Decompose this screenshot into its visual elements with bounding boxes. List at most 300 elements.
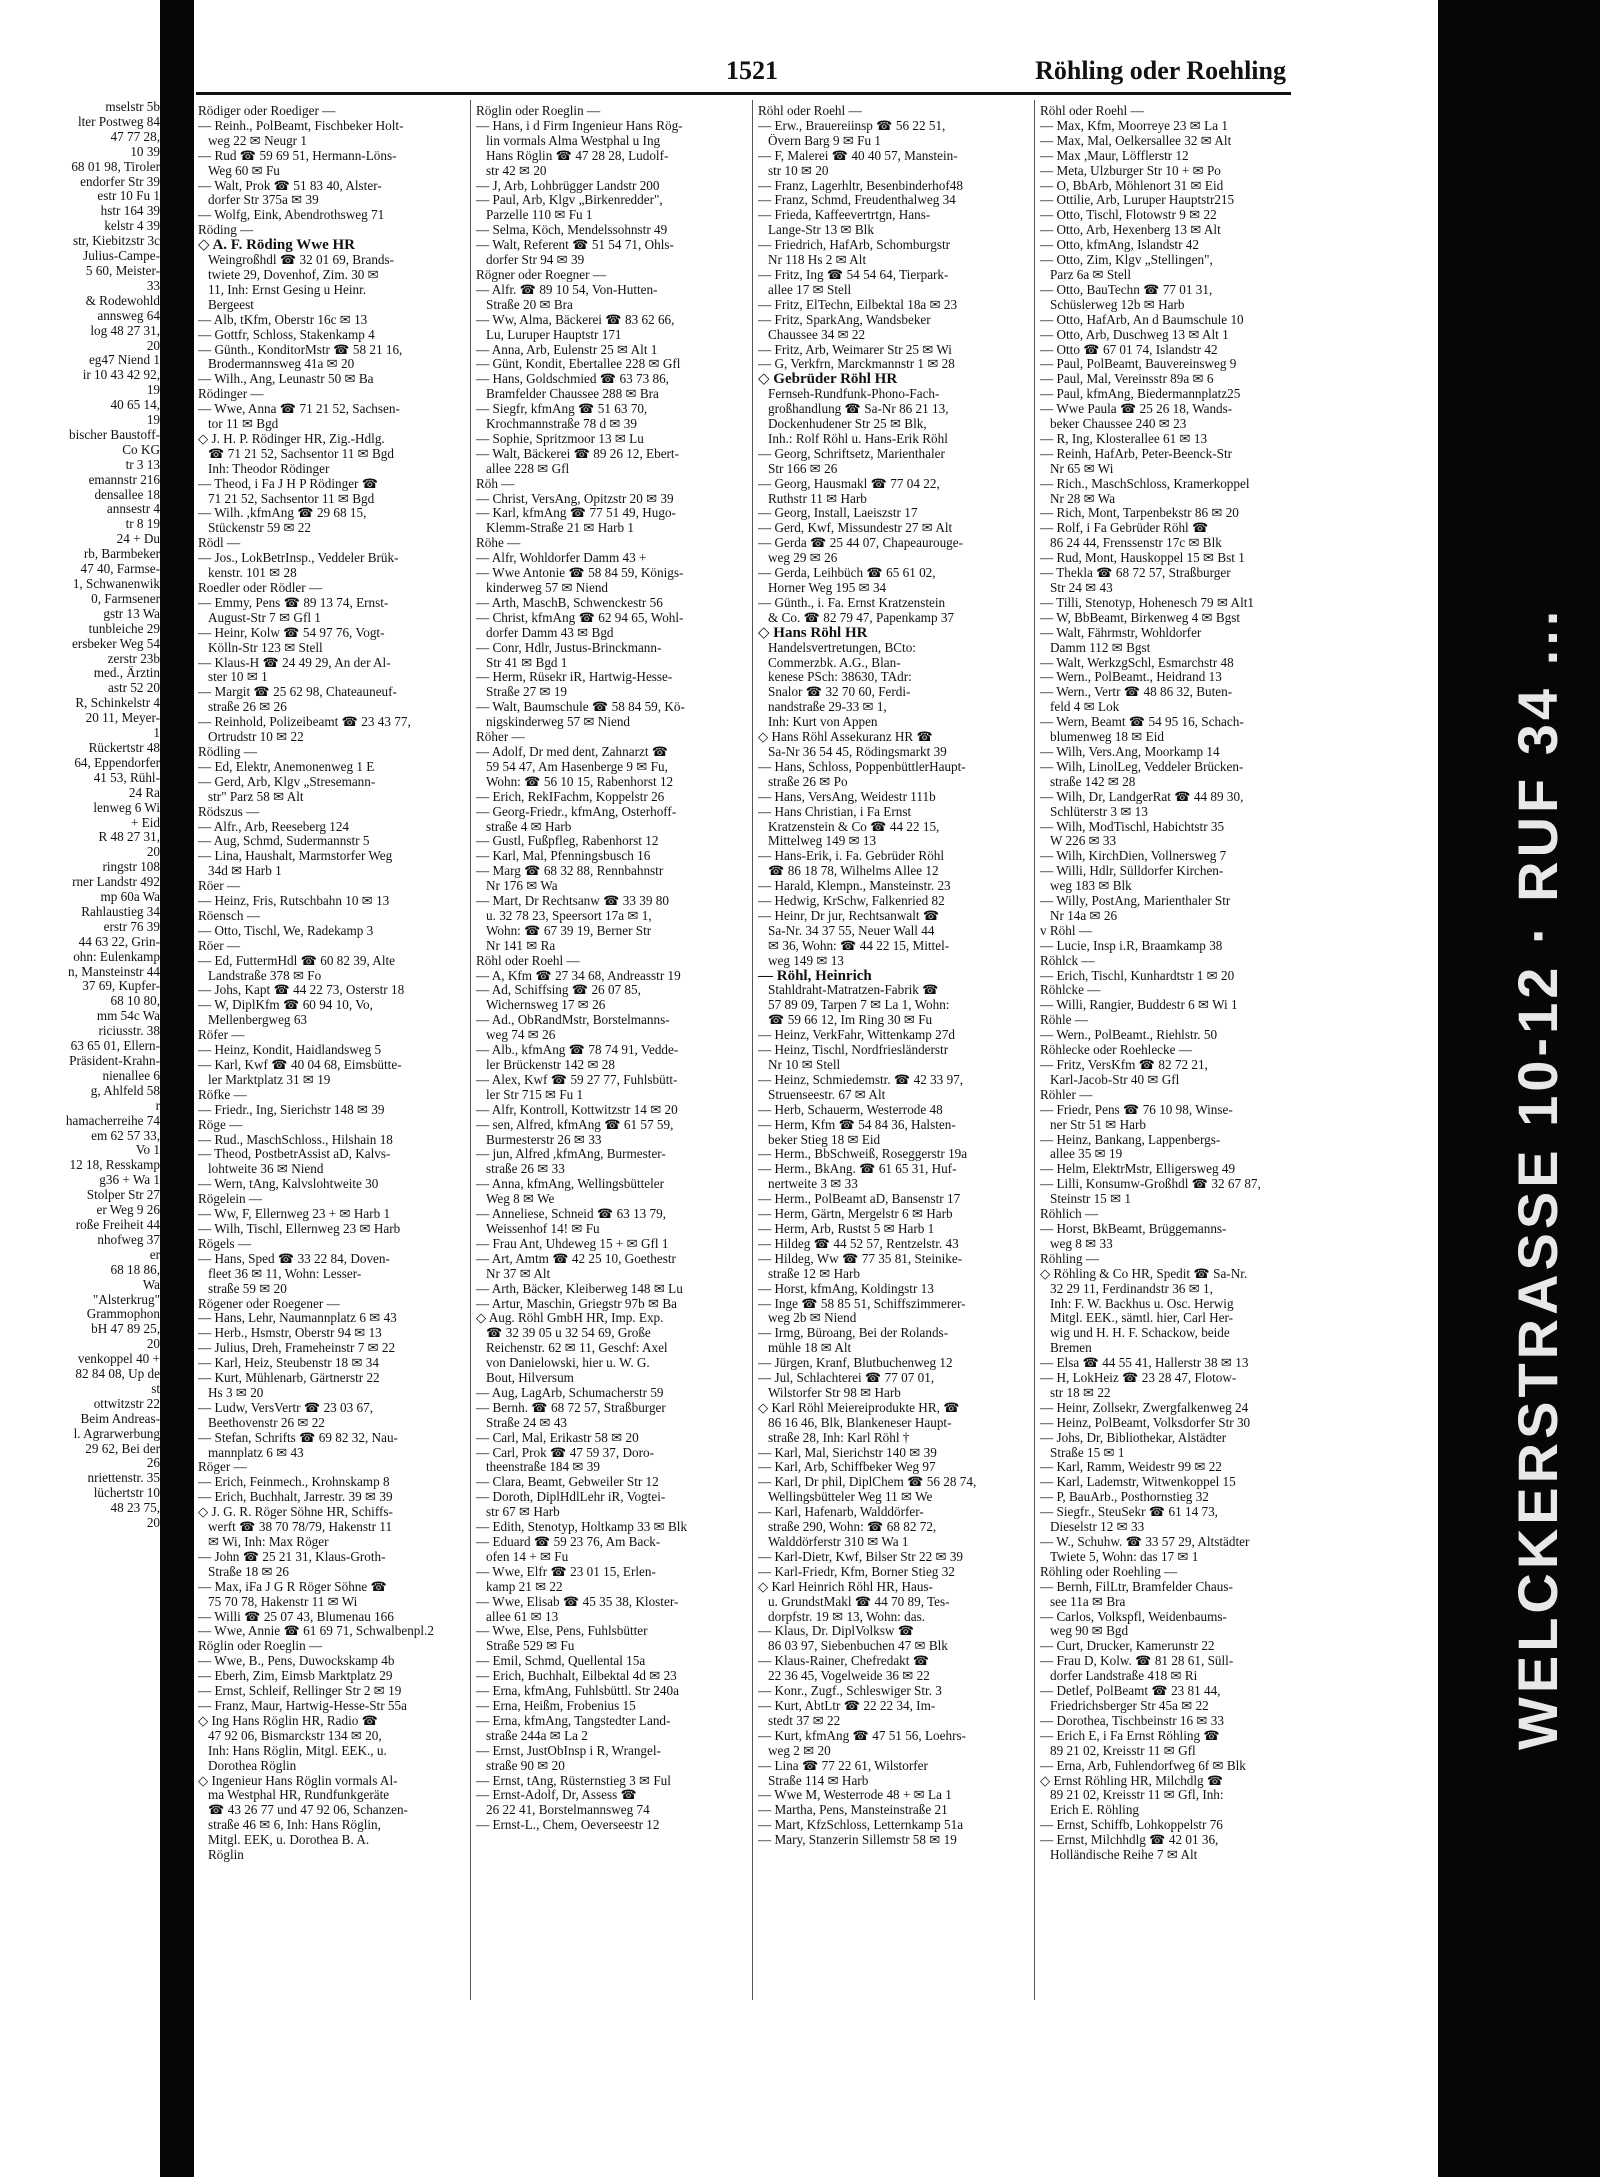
- directory-entry: Röding —: [198, 223, 254, 238]
- directory-entry: ☎ 32 39 05 u 32 54 69, Große: [486, 1326, 651, 1341]
- directory-heading-entry: ◇ A. F. Röding Wwe HR: [198, 238, 355, 254]
- directory-entry: weg 29 ✉ 26: [768, 551, 838, 566]
- directory-entry: — Carlos, Volkspfl, Weidenbaums-: [1040, 1609, 1227, 1624]
- directory-entry: — Art, Amtm ☎ 42 25 10, Goethestr: [476, 1251, 676, 1266]
- directory-entry: — Wilh, KirchDien, Vollnersweg 7: [1040, 849, 1227, 864]
- directory-entry: — Wwe M, Westerrode 48 + ✉ La 1: [758, 1788, 952, 1803]
- directory-entry: — Ernst, Schleif, Rellinger Str 2 ✉ 19: [198, 1684, 402, 1699]
- directory-entry: — Heinr, Kolw ☎ 54 97 76, Vogt-: [198, 625, 385, 640]
- directory-entry: Röfer —: [198, 1028, 245, 1043]
- directory-entry: — Herm, Rüsekr iR, Hartwig-Hesse-: [476, 670, 673, 685]
- directory-entry: — Ernst, Milchhdlg ☎ 42 01 36,: [1040, 1833, 1219, 1848]
- previous-page-line: tunbleiche 29: [88, 621, 160, 636]
- directory-entry: — Lina, Haushalt, Marmstorfer Weg: [198, 849, 393, 864]
- directory-entry: — Sophie, Spritzmoor 13 ✉ Lu: [476, 431, 644, 446]
- directory-entry: Weissenhof 14! ✉ Fu: [486, 1221, 600, 1236]
- previous-page-line: mp 60a Wa: [100, 890, 160, 905]
- directory-entry: straße 12 ✉ Harb: [768, 1266, 860, 1281]
- directory-entry: — Wwe, Elfr ☎ 23 01 15, Erlen-: [476, 1564, 656, 1579]
- directory-entry: — Erich, Feinmech., Krohnskamp 8: [198, 1475, 390, 1490]
- directory-entry: — Erich, Tischl, Kunhardtstr 1 ✉ 20: [1040, 968, 1235, 983]
- previous-page-line: 64, Eppendorfer: [74, 755, 160, 770]
- directory-entry: Röhl oder Roehl —: [476, 953, 580, 968]
- directory-entry: — Wwe, Annie ☎ 61 69 71, Schwalbenpl.2: [198, 1624, 434, 1639]
- directory-entry: Röh —: [476, 476, 515, 491]
- directory-entry: — Heinr, Zollsekr, Zwergfalkenweg 24: [1040, 1400, 1249, 1415]
- directory-entry: Sa-Nr 36 54 45, Rödingsmarkt 39: [768, 744, 947, 759]
- directory-entry: — Hans, Goldschmied ☎ 63 73 86,: [476, 372, 669, 387]
- directory-entry: Straße 18 ✉ 26: [208, 1564, 290, 1579]
- directory-entry: — Heinz, Schmiedemstr. ☎ 42 33 97,: [758, 1072, 964, 1087]
- directory-entry: allee 17 ✉ Stell: [768, 282, 852, 297]
- directory-entry: — Emmy, Pens ☎ 89 13 74, Ernst-: [198, 595, 389, 610]
- directory-entry: dorpfstr. 19 ✉ 13, Wohn: das.: [768, 1609, 925, 1624]
- previous-page-line: 82 84 08, Up de: [75, 1367, 160, 1382]
- previous-page-line: nriettenstr. 35: [87, 1471, 160, 1486]
- directory-entry: — Kurt, AbtLtr ☎ 22 22 34, Im-: [758, 1698, 936, 1713]
- directory-entry: Parzelle 110 ✉ Fu 1: [486, 208, 593, 223]
- directory-entry: — Klaus-Rainer, Chefredakt ☎: [758, 1654, 930, 1669]
- directory-entry: Burmesterstr 26 ✉ 33: [486, 1132, 602, 1147]
- previous-page-line: mselstr 5b: [105, 100, 160, 114]
- previous-page-line: med., Ärztin: [93, 666, 160, 681]
- directory-entry: — Karl, Heiz, Steubenstr 18 ✉ 34: [198, 1356, 379, 1371]
- directory-entry: — Lina ☎ 77 22 61, Wilstorfer: [758, 1758, 928, 1773]
- previous-page-line: estr 10 Fu 1: [97, 189, 160, 204]
- directory-entry: — Helm, ElektrMstr, Elligersweg 49: [1040, 1162, 1236, 1177]
- directory-entry: — W, DiplKfm ☎ 60 94 10, Vo,: [198, 998, 373, 1013]
- directory-entry: — Wilh, Dr, LandgerRat ☎ 44 89 30,: [1040, 789, 1244, 804]
- directory-entry: — Rich., MaschSchloss, Kramerkoppel: [1040, 476, 1250, 491]
- previous-page-line: er: [149, 1247, 160, 1262]
- directory-entry: — Meta, Ulzburger Str 10 + ✉ Po: [1040, 163, 1221, 178]
- directory-entry: — Paul, kfmAng, Biedermannplatz25: [1040, 387, 1241, 402]
- directory-entry: — Herm, Kfm ☎ 54 84 36, Halsten-: [758, 1117, 956, 1132]
- previous-page-line: 10 39: [130, 144, 160, 159]
- directory-entry: — Günth., KonditorMstr ☎ 58 21 16,: [198, 342, 403, 357]
- page-number: 1521: [726, 56, 778, 85]
- directory-entry: — Karl-Friedr, Kfm, Borner Stieg 32: [758, 1564, 955, 1579]
- previous-page-line: log 48 27 31,: [90, 323, 160, 338]
- previous-page-line: venkoppel 40 +: [77, 1352, 160, 1367]
- directory-entry: — Gerda ☎ 25 44 07, Chapeaurouge-: [758, 536, 964, 551]
- directory-entry: — Hans, Lehr, Naumannplatz 6 ✉ 43: [198, 1311, 397, 1326]
- directory-entry: Röer —: [198, 938, 241, 953]
- directory-entry: nandstraße 29-33 ✉ 1,: [768, 700, 887, 715]
- directory-entry: — Christ, VersAng, Opitzstr 20 ✉ 39: [476, 491, 674, 506]
- directory-entry: — Gerda, Leihbüch ☎ 65 61 02,: [758, 566, 936, 581]
- directory-entry: — Hildeg ☎ 44 52 57, Rentzelstr. 43: [758, 1236, 959, 1251]
- directory-entry: — Wern, Beamt ☎ 54 95 16, Schach-: [1040, 715, 1244, 730]
- previous-page-line: "Alsterkrug": [92, 1292, 160, 1307]
- directory-entry: — Curt, Drucker, Kamerunstr 22: [1040, 1639, 1215, 1654]
- directory-entry: Röhl oder Roehl —: [758, 104, 862, 118]
- directory-entry: — Friedr, Pens ☎ 76 10 98, Winse-: [1040, 1102, 1233, 1117]
- previous-page-line: R, Schinkelstr 4: [75, 696, 160, 711]
- directory-entry: — W., Schuhw. ☎ 33 57 29, Altstädter: [1040, 1535, 1250, 1549]
- directory-entry: — Wwe, B., Pens, Duwockskamp 4b: [198, 1654, 395, 1669]
- directory-entry: ler Str 715 ✉ Fu 1: [486, 1087, 584, 1102]
- directory-entry: — Lilli, Konsumw-Großhdl ☎ 32 67 87,: [1040, 1177, 1261, 1192]
- directory-entry: — Thekla ☎ 68 72 57, Straßburger: [1040, 566, 1231, 581]
- directory-entry: Commerzbk. A.G., Blan-: [768, 655, 901, 670]
- directory-entry: Röglin oder Roeglin —: [198, 1639, 323, 1654]
- directory-entry: straße 4 ✉ Harb: [486, 819, 572, 834]
- directory-entry: Sa-Nr. 34 37 55, Neuer Wall 44: [768, 923, 935, 938]
- directory-entry: — Friedr., Ing, Sierichstr 148 ✉ 39: [198, 1102, 385, 1117]
- directory-entry: 34d ✉ Harb 1: [208, 864, 282, 879]
- directory-entry: Dockenhudener Str 25 ✉ Blk,: [768, 417, 927, 432]
- directory-entry: weg 2b ✉ Niend: [768, 1311, 857, 1326]
- directory-entry: — Erw., Brauereiinsp ☎ 56 22 51,: [758, 118, 946, 133]
- directory-entry: Nr 141 ✉ Ra: [486, 938, 556, 953]
- directory-column-2: [476, 104, 746, 1833]
- directory-entry: Nr 118 Hs 2 ✉ Alt: [768, 253, 867, 268]
- directory-entry: v Röhl —: [1040, 923, 1093, 938]
- directory-entry: 75 70 78, Hakenstr 11 ✉ Wi: [208, 1594, 358, 1609]
- previous-page-line: n, Mansteinstr 44: [68, 964, 160, 979]
- directory-entry: Weg 8 ✉ We: [486, 1192, 555, 1207]
- directory-entry: — John ☎ 25 21 31, Klaus-Groth-: [198, 1549, 386, 1564]
- directory-entry: — Jürgen, Kranf, Blutbuchenweg 12: [758, 1356, 953, 1371]
- previous-page-line: Präsident-Krahn-: [69, 1054, 160, 1068]
- directory-entry: nigskinderweg 57 ✉ Niend: [486, 715, 631, 730]
- previous-page-line: astr 52 20: [107, 681, 160, 696]
- previous-page-line: 47 40, Farmse-: [80, 562, 160, 577]
- directory-entry: — J, Arb, Lohbrügger Landstr 200: [476, 178, 660, 193]
- directory-entry: str 67 ✉ Harb: [486, 1505, 560, 1520]
- directory-entry: Röhling oder Roehling —: [1040, 1564, 1178, 1579]
- directory-entry: straße 90 ✉ 20: [486, 1758, 565, 1773]
- directory-entry: — Karl, Ramm, Weidestr 99 ✉ 22: [1040, 1460, 1222, 1475]
- directory-entry: — Ludw, VersVertr ☎ 23 03 67,: [198, 1400, 374, 1415]
- directory-entry: — Karl, Dr phil, DiplChem ☎ 56 28 74,: [758, 1475, 977, 1490]
- directory-entry: Mitgl. EEK., sämtl. hier, Carl Her-: [1050, 1311, 1234, 1326]
- directory-entry: 26 22 41, Borstelmannsweg 74: [486, 1803, 650, 1818]
- previous-page-line: 68 10 80,: [110, 994, 160, 1009]
- directory-entry: — A, Kfm ☎ 27 34 68, Andreasstr 19: [476, 968, 681, 983]
- directory-entry: — Anna, Arb, Eulenstr 25 ✉ Alt 1: [476, 342, 658, 357]
- directory-entry: 22 36 45, Vogelweide 36 ✉ 22: [768, 1669, 930, 1684]
- directory-entry: — Wolfg, Eink, Abendrothsweg 71: [198, 208, 385, 223]
- directory-entry: Steinstr 15 ✉ 1: [1050, 1192, 1132, 1207]
- directory-heading-entry: ◇ Hans Röhl HR: [758, 625, 868, 641]
- directory-entry: — Wilh., Ang, Leunastr 50 ✉ Ba: [198, 372, 374, 387]
- directory-entry: — Anneliese, Schneid ☎ 63 13 79,: [476, 1207, 667, 1222]
- directory-entry: — Walt, Bäckerei ☎ 89 26 12, Ebert-: [476, 446, 679, 461]
- previous-page-line: nienallee 6: [102, 1068, 160, 1083]
- directory-entry: Karl-Jacob-Str 40 ✉ Gfl: [1050, 1072, 1180, 1087]
- directory-entry: 32 29 11, Ferdinandstr 36 ✉ 1,: [1050, 1281, 1213, 1296]
- directory-entry: — Willi, Rangier, Buddestr 6 ✉ Wi 1: [1040, 998, 1238, 1013]
- previous-page-line: lter Postweg 84: [77, 114, 160, 129]
- directory-entry: — Paul, Mal, Vereinsstr 89a ✉ 6: [1040, 372, 1214, 387]
- directory-entry: — Mary, Stanzerin Sillemstr 58 ✉ 19: [758, 1833, 957, 1848]
- directory-entry: — Ernst-L., Chem, Oeverseestr 12: [476, 1818, 660, 1833]
- previous-page-line: rb, Barmbeker: [83, 547, 160, 562]
- directory-entry: — Otto, HafArb, An d Baumschule 10: [1040, 312, 1244, 327]
- directory-entry: — Frieda, Kaffeevertrtgn, Hans-: [758, 208, 931, 223]
- directory-entry: — Alfr, Wohldorfer Damm 43 +: [476, 551, 647, 566]
- directory-entry: — Alfr, Kontroll, Kottwitzstr 14 ✉ 20: [476, 1102, 678, 1117]
- directory-entry: — Friedrich, HafArb, Schomburgstr: [758, 238, 951, 253]
- directory-entry: Schlüterstr 3 ✉ 13: [1050, 804, 1148, 819]
- directory-entry: 89 21 02, Kreisstr 11 ✉ Gfl, Inh:: [1050, 1788, 1224, 1803]
- directory-entry: — Gerd, Kwf, Missundestr 27 ✉ Alt: [758, 521, 953, 536]
- previous-page-line: st: [151, 1381, 160, 1396]
- directory-entry: Inh: Hans Röglin, Mitgl. EEK., u.: [208, 1743, 387, 1758]
- directory-entry: Ruthstr 11 ✉ Harb: [768, 491, 867, 506]
- spine-strip: [1436, 0, 1600, 2177]
- directory-entry: werft ☎ 38 70 78/79, Hakenstr 11: [208, 1520, 393, 1535]
- previous-page-line: 41 53, Rühl-: [93, 770, 160, 785]
- column-divider: [470, 100, 471, 2000]
- directory-entry: — W, BbBeamt, Birkenweg 4 ✉ Bgst: [1040, 610, 1241, 625]
- directory-entry: ✉ 36, Wohn: ☎ 44 22 15, Mittel-: [768, 938, 950, 953]
- directory-entry: & Co. ☎ 82 79 47, Papenkamp 37: [768, 610, 955, 625]
- directory-entry: — Klaus-H ☎ 24 49 29, An der Al-: [198, 655, 391, 670]
- directory-entry: — Kurt, kfmAng ☎ 47 51 56, Loehrs-: [758, 1728, 966, 1743]
- directory-entry: — Otto, Arb, Hexenberg 13 ✉ Alt: [1040, 223, 1221, 238]
- directory-entry: ler Brückenstr 142 ✉ 28: [486, 1058, 615, 1072]
- directory-entry: — Bernh, FilLtr, Bramfelder Chaus-: [1040, 1579, 1233, 1594]
- directory-entry: kenstr. 101 ✉ 28: [208, 566, 297, 581]
- directory-entry: — F, Malerei ☎ 40 40 57, Manstein-: [758, 148, 958, 163]
- previous-page-line: 20: [146, 1516, 160, 1531]
- directory-entry: Weg 60 ✉ Fu: [208, 163, 280, 178]
- previous-page-line: densallee 18: [94, 487, 160, 502]
- previous-page-line: + Eid: [130, 815, 160, 830]
- directory-entry: — Georg-Friedr., kfmAng, Osterhoff-: [476, 804, 677, 819]
- directory-entry: Straße 15 ✉ 1: [1050, 1445, 1125, 1460]
- directory-entry: weg 90 ✉ Bgd: [1050, 1624, 1129, 1639]
- directory-entry: straße 28, Inh: Karl Röhl †: [768, 1430, 910, 1445]
- directory-entry: — Rud, Mont, Hauskoppel 15 ✉ Bst 1: [1040, 551, 1245, 566]
- directory-entry: Röhe —: [476, 536, 521, 551]
- previous-page-line: annsestr 4: [106, 502, 160, 517]
- directory-entry: Krochmannstraße 78 d ✉ 39: [486, 417, 637, 432]
- directory-entry: Röhlich —: [1040, 1207, 1099, 1222]
- directory-entry: Röhlck —: [1040, 953, 1095, 968]
- directory-entry: — Ww, Alma, Bäckerei ☎ 83 62 66,: [476, 312, 675, 327]
- directory-entry: str 18 ✉ 22: [1050, 1385, 1111, 1400]
- directory-entry: — Herm, Arb, Rustst 5 ✉ Harb 1: [758, 1221, 935, 1236]
- column-divider: [1034, 100, 1035, 2000]
- previous-page-line: 0, Farmsener: [91, 591, 160, 606]
- directory-entry: ◇ Karl Röhl Meiereiprodukte HR, ☎: [758, 1400, 960, 1415]
- directory-entry: — Karl, Hafenarb, Walddörfer-: [758, 1505, 924, 1520]
- directory-entry: — Herm, Gärtn, Mergelstr 6 ✉ Harb: [758, 1207, 953, 1222]
- previous-page-line: 40 65 14,: [110, 398, 160, 413]
- directory-entry: — Karl-Dietr, Kwf, Bilser Str 22 ✉ 39: [758, 1549, 964, 1564]
- directory-entry: tor 11 ✉ Bgd: [208, 417, 279, 432]
- directory-entry: — Artur, Maschin, Griegstr 97b ✉ Ba: [476, 1296, 677, 1311]
- directory-entry: — Ed, Elektr, Anemonenweg 1 E: [198, 759, 375, 774]
- directory-entry: — Karl, Mal, Sierichstr 140 ✉ 39: [758, 1445, 937, 1460]
- previous-page-line: bischer Baustoff-: [69, 427, 160, 442]
- directory-entry: — R, Ing, Klosterallee 61 ✉ 13: [1040, 431, 1208, 446]
- previous-page-line: Vo 1: [135, 1143, 160, 1158]
- directory-entry: großhandlung ☎ Sa-Nr 86 21 13,: [768, 402, 949, 417]
- directory-entry: — Otto, Zim, Klgv „Stellingen",: [1040, 253, 1213, 268]
- directory-entry: — Alex, Kwf ☎ 59 27 77, Fuhlsbütt-: [476, 1072, 678, 1087]
- directory-entry: — Hans-Erik, i. Fa. Gebrüder Röhl: [758, 849, 945, 864]
- directory-entry: — Heinz, VerkFahr, Wittenkamp 27d: [758, 1028, 955, 1043]
- directory-column-1: [198, 104, 468, 1863]
- previous-page-line: g, Ahlfeld 58: [90, 1083, 160, 1098]
- directory-entry: Inh: Theodor Rödinger: [208, 461, 330, 476]
- directory-entry: — Karl, Mal, Pfenningsbusch 16: [476, 849, 651, 864]
- previous-page-line: lenweg 6 Wi: [93, 800, 160, 815]
- directory-entry: — Clara, Beamt, Gebweiler Str 12: [476, 1475, 659, 1490]
- directory-entry: — Heinz, Fris, Rutschbahn 10 ✉ 13: [198, 894, 390, 909]
- previous-page-line: 44 63 22, Grin-: [78, 934, 160, 949]
- directory-entry: Röher —: [476, 730, 525, 745]
- previous-page-line: zerstr 23b: [107, 651, 160, 666]
- directory-entry: — Hans, Schloss, PoppenbüttlerHaupt-: [758, 759, 966, 774]
- directory-entry: ◇ Aug. Röhl GmbH HR, Imp. Exp.: [476, 1311, 664, 1326]
- directory-entry: Röge —: [198, 1117, 243, 1132]
- directory-entry: — Eberh, Zim, Eimsb Marktplatz 29: [198, 1669, 393, 1684]
- directory-entry: — Reinh., PolBeamt, Fischbeker Holt-: [198, 118, 404, 133]
- directory-entry: Landstraße 378 ✉ Fo: [208, 968, 322, 983]
- directory-entry: ner Str 51 ✉ Harb: [1050, 1117, 1147, 1132]
- directory-entry: blumenweg 18 ✉ Eid: [1050, 730, 1164, 745]
- directory-entry: — Carl, Mal, Erikastr 58 ✉ 20: [476, 1430, 639, 1445]
- directory-entry: Chaussee 34 ✉ 22: [768, 327, 866, 342]
- directory-entry: Wohn: ☎ 67 39 19, Berner Str: [486, 923, 652, 938]
- directory-entry: — Rich, Mont, Tarpenbekstr 86 ✉ 20: [1040, 506, 1239, 521]
- previous-page-line: 24 Ra: [128, 785, 160, 800]
- directory-entry: Straße 24 ✉ 43: [486, 1415, 568, 1430]
- previous-page-line: 68 01 98, Tiroler: [71, 159, 160, 174]
- directory-entry: weg 8 ✉ 33: [1050, 1236, 1113, 1251]
- header-rule: [196, 92, 1291, 95]
- directory-entry: straße 244a ✉ La 2: [486, 1728, 588, 1743]
- directory-entry: Stückenstr 59 ✉ 22: [208, 521, 311, 536]
- directory-entry: Bout, Hilversum: [486, 1371, 574, 1386]
- directory-entry: — Gerd, Arb, Klgv „Stresemann-: [198, 774, 376, 789]
- directory-entry: ◇ Ing Hans Röglin HR, Radio ☎: [198, 1713, 379, 1728]
- directory-entry: Mellenbergweg 63: [208, 1013, 308, 1028]
- directory-entry: — Wwe, Anna ☎ 71 21 52, Sachsen-: [198, 402, 400, 417]
- directory-entry: Rödling —: [198, 744, 257, 759]
- directory-entry: — Herb, Schauerm, Westerrode 48: [758, 1102, 943, 1117]
- directory-entry: kamp 21 ✉ 22: [486, 1579, 563, 1594]
- previous-page-line: Rückertstr 48: [88, 740, 160, 755]
- directory-entry: — Theod, PostbetrAssist aD, Kalvs-: [198, 1147, 391, 1162]
- previous-page-line: 37 69, Kupfer-: [82, 979, 160, 994]
- directory-entry: — Jul, Schlachterei ☎ 77 07 01,: [758, 1371, 935, 1386]
- previous-page-line: ringstr 108: [102, 860, 160, 875]
- directory-entry: — Günt, Kondit, Ebertallee 228 ✉ Gfl: [476, 357, 681, 372]
- directory-entry: — Heinz, Tischl, Nordfriesländerstr: [758, 1043, 949, 1058]
- directory-entry: — Paul, Arb, Klgv „Birkenredder",: [476, 193, 663, 208]
- previous-page-line: er Weg 9 26: [96, 1203, 160, 1218]
- directory-entry: — Anna, kfmAng, Wellingsbütteler: [476, 1177, 665, 1192]
- previous-page-line: 47 77 28,: [110, 129, 160, 144]
- previous-page-line: Co KG: [122, 442, 160, 457]
- previous-page-line: rner Landstr 492: [72, 875, 160, 890]
- previous-page-line: 12 18, Resskamp: [69, 1158, 160, 1173]
- previous-page-line: Grammophon: [86, 1307, 160, 1322]
- directory-entry: — Willi ☎ 25 07 43, Blumenau 166: [198, 1609, 394, 1624]
- directory-entry: — Gottfr, Schloss, Stakenkamp 4: [198, 327, 375, 342]
- directory-entry: Rödl —: [198, 536, 241, 551]
- directory-entry: kinderweg 57 ✉ Niend: [486, 581, 609, 595]
- previous-page-line: riciusstr. 38: [98, 1024, 160, 1039]
- directory-entry: Fernseh-Rundfunk-Phono-Fach-: [768, 387, 940, 402]
- previous-page-column: [0, 100, 160, 1531]
- directory-entry: — Ernst, Schiffb, Lohkoppelstr 76: [1040, 1818, 1223, 1833]
- directory-entry: — Margit ☎ 25 62 98, Chateauneuf-: [198, 685, 397, 700]
- directory-entry: lohtweite 36 ✉ Niend: [208, 1162, 324, 1177]
- directory-entry: — Franz, Maur, Hartwig-Hesse-Str 55a: [198, 1698, 407, 1713]
- directory-entry: — sen, Alfred, kfmAng ☎ 61 57 59,: [476, 1117, 674, 1132]
- directory-entry: — Frau Ant, Uhdeweg 15 + ✉ Gfl 1: [476, 1236, 669, 1251]
- directory-entry: — H, LokHeiz ☎ 23 28 47, Flotow-: [1040, 1371, 1237, 1386]
- directory-entry: ◇ Karl Heinrich Röhl HR, Haus-: [758, 1579, 933, 1594]
- directory-entry: von Danielowski, hier u. W. G.: [486, 1356, 650, 1371]
- directory-entry: Struenseestr. 67 ✉ Alt: [768, 1087, 886, 1102]
- directory-entry: — Reinh, HafArb, Peter-Beenck-Str: [1040, 446, 1232, 461]
- directory-entry: — Willy, PostAng, Marienthaler Str: [1040, 894, 1231, 909]
- directory-entry: — Herb., Hsmstr, Oberstr 94 ✉ 13: [198, 1326, 382, 1341]
- directory-entry: — Marg ☎ 68 32 88, Rennbahnstr: [476, 864, 664, 879]
- directory-entry: Mittelweg 149 ✉ 13: [768, 834, 877, 849]
- directory-entry: — Hedwig, KrSchw, Falkenried 82: [758, 894, 945, 909]
- directory-entry: — Ernst, tAng, Rüsternstieg 3 ✉ Ful: [476, 1773, 671, 1788]
- directory-entry: — Heinz, Bankang, Lappenbergs-: [1040, 1132, 1221, 1147]
- directory-entry: Wilstorfer Str 98 ✉ Harb: [768, 1385, 901, 1400]
- directory-entry: — Wilh, Tischl, Ellernweg 23 ✉ Harb: [198, 1221, 401, 1236]
- previous-page-line: tr 3 13: [125, 457, 160, 472]
- directory-entry: dorfer Landstraße 418 ✉ Ri: [1050, 1669, 1198, 1684]
- directory-entry: — Georg, Hausmakl ☎ 77 04 22,: [758, 476, 940, 491]
- directory-entry: — Ad., ObRandMstr, Borstelmanns-: [476, 1013, 670, 1028]
- directory-entry: — Alb., kfmAng ☎ 78 74 91, Vedde-: [476, 1043, 679, 1058]
- directory-entry: mannplatz 6 ✉ 43: [208, 1445, 304, 1460]
- directory-entry: Dieselstr 12 ✉ 33: [1050, 1520, 1145, 1535]
- directory-entry: — Hans, i d Firm Ingenieur Hans Rög-: [476, 118, 683, 133]
- previous-page-line: 20: [146, 338, 160, 353]
- directory-entry: — Ww, F, Ellernweg 23 + ✉ Harb 1: [198, 1207, 391, 1222]
- directory-entry: — Ottilie, Arb, Luruper Hauptstr215: [1040, 193, 1235, 208]
- directory-entry: — Doroth, DiplHdlLehr iR, Vogtei-: [476, 1490, 666, 1505]
- directory-entry: — Karl, Arb, Schiffbeker Weg 97: [758, 1460, 936, 1475]
- directory-entry: — Heinz, PolBeamt, Volksdorfer Str 30: [1040, 1415, 1251, 1430]
- directory-entry: — Horst, kfmAng, Koldingstr 13: [758, 1281, 934, 1296]
- directory-entry: — Karl, Lademstr, Witwenkoppel 15: [1040, 1475, 1236, 1490]
- previous-page-line: Wa: [142, 1277, 160, 1292]
- directory-entry: — Erna, Heißm, Frobenius 15: [476, 1698, 636, 1713]
- directory-entry: beker Chaussee 240 ✉ 23: [1050, 417, 1187, 432]
- directory-entry: — Lucie, Insp i.R, Braamkamp 38: [1040, 938, 1223, 953]
- directory-entry: ◇ Ingenieur Hans Röglin vormals Al-: [198, 1773, 398, 1788]
- directory-entry: straße 142 ✉ 28: [1050, 774, 1136, 789]
- directory-entry: — Arth, Bäcker, Kleiberweg 148 ✉ Lu: [476, 1281, 683, 1296]
- directory-entry: Bramfelder Chaussee 288 ✉ Bra: [486, 387, 659, 402]
- directory-entry: Hans Röglin ☎ 47 28 28, Ludolf-: [486, 148, 669, 163]
- directory-entry: — Wwe Antonie ☎ 58 84 59, Königs-: [476, 566, 684, 581]
- directory-heading-entry: — Röhl, Heinrich: [758, 968, 872, 984]
- directory-entry: Röfke —: [198, 1087, 247, 1102]
- directory-entry: weg 183 ✉ Blk: [1050, 879, 1132, 894]
- directory-entry: Parz 6a ✉ Stell: [1050, 267, 1131, 282]
- directory-entry: Rödiger oder Roediger —: [198, 104, 336, 118]
- directory-entry: Inh.: Rolf Röhl u. Hans-Erik Röhl: [768, 431, 948, 446]
- directory-entry: weg 149 ✉ 13: [768, 953, 844, 968]
